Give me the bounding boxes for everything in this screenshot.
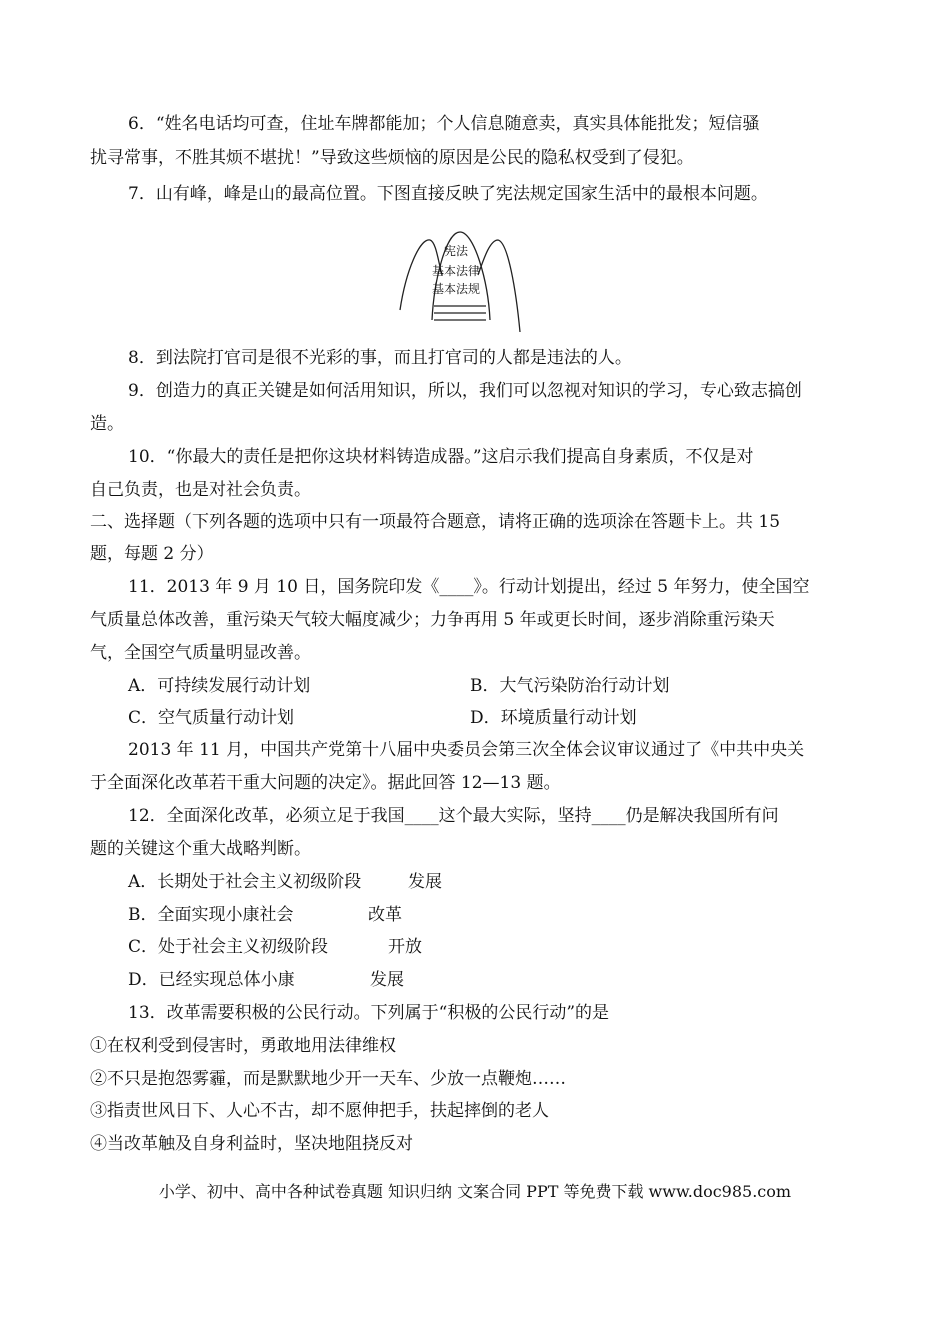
intro-12-13-line-2: 于全面深化改革若干重大问题的决定》。据此回答 12—13 题。 (90, 773, 561, 793)
q6-line-2: 扰寻常事，不胜其烦不堪扰！”导致这些烦恼的原因是公民的隐私权受到了侵犯。 (90, 148, 694, 168)
q11-line-1: 11．2013 年 9 月 10 日，国务院印发《____》。行动计划提出，经过 5 年努力，使全国空 (128, 577, 810, 597)
q12-option-c-left: C．处于社会主义初级阶段 (128, 937, 329, 957)
page-footer: 小学、初中、高中各种试卷真题 知识归纳 文案合同 PPT 等免费下载 www.doc985.com (158, 1182, 792, 1201)
q9-line-1: 9．创造力的真正关键是如何活用知识，所以，我们可以忽视对知识的学习，专心致志搞创 (128, 381, 802, 401)
q12-option-b (128, 903, 402, 927)
section-2-heading-line-2: 题，每题 2 分） (90, 544, 214, 564)
q9-line-2: 造。 (90, 414, 124, 434)
q12-option-a-left: A．长期处于社会主义初级阶段 (128, 872, 362, 892)
q7-line-1: 7．山有峰，峰是山的最高位置。下图直接反映了宪法规定国家生活中的最根本问题。 (128, 184, 768, 204)
section-2-heading-line-1: 二、选择题（下列各题的选项中只有一项最符合题意，请将正确的选项涂在答题卡上。共 15 (90, 512, 781, 532)
q11-option-c: C．空气质量行动计划 (128, 708, 295, 728)
q12-option-a (128, 870, 442, 894)
q13-item-4: ④当改革触及自身利益时，坚决地阻挠反对 (90, 1134, 413, 1154)
mountain-diagram (398, 230, 522, 335)
q10-line-1: 10．“你最大的责任是把你这块材料铸造成器。”这启示我们提高自身素质，不仅是对 (128, 447, 754, 467)
q11-line-2: 气质量总体改善，重污染天气较大幅度减少；力争再用 5 年或更长时间，逐步消除重污染天 (90, 610, 775, 630)
q12-option-c (128, 935, 422, 959)
peak-label: 宪法 (443, 244, 469, 258)
q12-option-b-right: 改革 (368, 905, 402, 925)
q12-option-d-left: D．已经实现总体小康 (128, 970, 295, 990)
q11-option-a: A．可持续发展行动计划 (128, 676, 311, 696)
q11-line-3: 气，全国空气质量明显改善。 (90, 643, 311, 663)
q6-line-1: 6．“姓名电话均可查，住址车牌都能加；个人信息随意卖，真实具体能批发；短信骚 (128, 114, 760, 134)
q13-item-1: ①在权利受到侵害时，勇敢地用法律维权 (90, 1036, 396, 1056)
intro-12-13-line-1: 2013 年 11 月，中国共产党第十八届中央委员会第三次全体会议审议通过了《中共中央关 (128, 740, 805, 760)
q12-option-c-right: 开放 (388, 937, 422, 957)
q10-line-2: 自己负责，也是对社会负责。 (90, 480, 311, 500)
q12-option-b-left: B．全面实现小康社会 (128, 905, 294, 925)
constitution-mountain-figure (398, 230, 522, 335)
q12-option-d (128, 968, 404, 992)
q8-line-1: 8．到法院打官司是很不光彩的事，而且打官司的人都是违法的人。 (128, 348, 632, 368)
mid-label: 基本法律 (431, 264, 481, 278)
q11-option-d: D．环境质量行动计划 (470, 708, 637, 728)
q12-option-a-right: 发展 (408, 872, 442, 892)
base-label: 基本法规 (431, 282, 481, 296)
q12-option-d-right: 发展 (370, 970, 404, 990)
q12-line-2: 题的关键这个重大战略判断。 (90, 839, 311, 859)
q13-line-1: 13．改革需要积极的公民行动。下列属于“积极的公民行动”的是 (128, 1003, 610, 1023)
q12-line-1: 12．全面深化改革，必须立足于我国____这个最大实际，坚持____仍是解决我国所有问 (128, 806, 779, 826)
q11-option-b: B．大气污染防治行动计划 (470, 676, 670, 696)
q13-item-2: ②不只是抱怨雾霾，而是默默地少开一天车、少放一点鞭炮…… (90, 1069, 566, 1089)
q13-item-3: ③指责世风日下、人心不古，却不愿伸把手，扶起摔倒的老人 (90, 1101, 549, 1121)
